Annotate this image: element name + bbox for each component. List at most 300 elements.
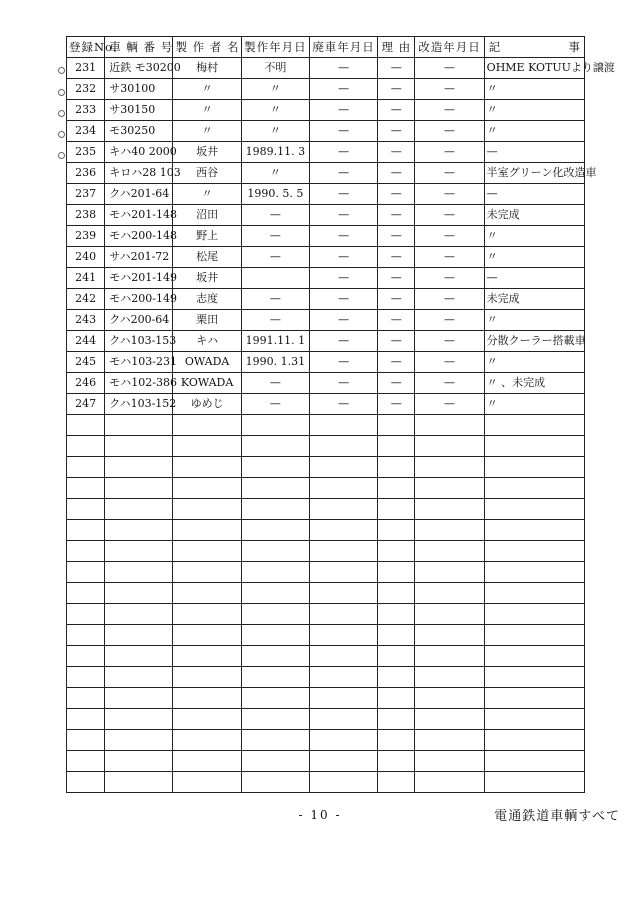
cell-maker: 沼田 <box>173 205 241 226</box>
empty-cell <box>105 667 173 688</box>
header-scrap-date: 廃車年月日 <box>309 37 377 58</box>
empty-cell <box>173 751 241 772</box>
empty-cell <box>105 646 173 667</box>
empty-cell <box>309 772 377 793</box>
empty-cell <box>105 751 173 772</box>
empty-table-row <box>67 646 585 667</box>
cell-reg-no: 238 <box>67 205 105 226</box>
empty-cell <box>105 520 173 541</box>
punch-mark <box>58 89 65 96</box>
cell-scrap-date: — <box>309 373 377 394</box>
empty-cell <box>415 478 484 499</box>
empty-cell <box>173 625 241 646</box>
empty-cell <box>241 499 309 520</box>
cell-reg-no: 239 <box>67 226 105 247</box>
cell-reason: — <box>378 331 415 352</box>
cell-vehicle-number: モ30250 <box>105 121 173 142</box>
empty-cell <box>415 604 484 625</box>
empty-cell <box>173 499 241 520</box>
empty-cell <box>415 751 484 772</box>
cell-vehicle-number: サ30100 <box>105 79 173 100</box>
cell-maker: 〃 <box>173 100 241 121</box>
empty-cell <box>67 772 105 793</box>
table-row <box>67 268 585 289</box>
empty-cell <box>378 583 415 604</box>
vehicle-register-table <box>66 36 615 793</box>
empty-table-row <box>67 520 585 541</box>
cell-mfg-date: 1989.11. 3 <box>241 142 309 163</box>
empty-table-row <box>67 415 585 436</box>
cell-reg-no: 236 <box>67 163 105 184</box>
empty-table-row <box>67 751 585 772</box>
cell-mfg-date: — <box>241 226 309 247</box>
cell-mod-date: — <box>415 394 484 415</box>
empty-cell <box>105 562 173 583</box>
empty-cell <box>378 541 415 562</box>
empty-cell <box>378 751 415 772</box>
empty-cell <box>378 562 415 583</box>
empty-cell <box>484 520 584 541</box>
empty-cell <box>67 730 105 751</box>
cell-maker: 栗田 <box>173 310 241 331</box>
empty-cell <box>67 541 105 562</box>
empty-table-row <box>67 541 585 562</box>
cell-remarks: 〃 、未完成 <box>484 373 584 394</box>
empty-cell <box>378 604 415 625</box>
empty-cell <box>241 730 309 751</box>
cell-reason: — <box>378 289 415 310</box>
empty-cell <box>173 709 241 730</box>
empty-cell <box>309 562 377 583</box>
cell-remarks: 〃 <box>484 100 584 121</box>
cell-mod-date: — <box>415 247 484 268</box>
cell-mfg-date: 不明 <box>241 58 309 79</box>
cell-maker: ゆめじ <box>173 394 241 415</box>
cell-scrap-date: — <box>309 247 377 268</box>
cell-scrap-date: — <box>309 79 377 100</box>
empty-cell <box>484 730 584 751</box>
cell-mfg-date: 1990. 5. 5 <box>241 184 309 205</box>
empty-cell <box>67 583 105 604</box>
empty-cell <box>309 667 377 688</box>
empty-cell <box>241 772 309 793</box>
cell-reason: — <box>378 163 415 184</box>
empty-cell <box>241 667 309 688</box>
empty-cell <box>241 415 309 436</box>
cell-remarks: 未完成 <box>484 289 584 310</box>
empty-cell <box>241 751 309 772</box>
empty-cell <box>415 436 484 457</box>
cell-vehicle-number: クハ103-152 <box>105 394 173 415</box>
cell-mfg-date: — <box>241 394 309 415</box>
empty-table-row <box>67 457 585 478</box>
cell-mod-date: — <box>415 142 484 163</box>
cell-vehicle-number: キハ40 2000 <box>105 142 173 163</box>
cell-maker: 松尾 <box>173 247 241 268</box>
empty-cell <box>105 457 173 478</box>
empty-cell <box>241 709 309 730</box>
cell-remarks: — <box>484 184 584 205</box>
cell-remarks: 〃 <box>484 226 584 247</box>
empty-cell <box>378 499 415 520</box>
cell-reason: — <box>378 142 415 163</box>
empty-cell <box>309 646 377 667</box>
empty-cell <box>173 436 241 457</box>
cell-reg-no: 233 <box>67 100 105 121</box>
cell-remarks: 〃 <box>484 79 584 100</box>
cell-reason: — <box>378 184 415 205</box>
empty-cell <box>484 688 584 709</box>
table-row <box>67 142 585 163</box>
empty-cell <box>67 562 105 583</box>
empty-cell <box>67 478 105 499</box>
cell-vehicle-number: モハ103-231 <box>105 352 173 373</box>
cell-vehicle-number: サハ201-72 <box>105 247 173 268</box>
empty-cell <box>173 541 241 562</box>
table-body <box>67 58 615 793</box>
cell-maker: 野上 <box>173 226 241 247</box>
cell-scrap-date: — <box>309 121 377 142</box>
scan-artifact <box>250 0 390 6</box>
empty-cell <box>173 562 241 583</box>
cell-mod-date: — <box>415 352 484 373</box>
empty-cell <box>415 499 484 520</box>
empty-cell <box>415 667 484 688</box>
cell-reg-no: 244 <box>67 331 105 352</box>
empty-cell <box>484 541 584 562</box>
cell-reason: — <box>378 79 415 100</box>
cell-mfg-date <box>241 268 309 289</box>
header-remarks-right: 事 <box>568 40 580 54</box>
empty-cell <box>173 604 241 625</box>
empty-table-row <box>67 730 585 751</box>
punch-mark <box>58 110 65 117</box>
cell-mod-date: — <box>415 79 484 100</box>
empty-cell <box>378 772 415 793</box>
table-row <box>67 79 585 100</box>
cell-scrap-date: — <box>309 142 377 163</box>
cell-maker: KOWADA <box>173 373 241 394</box>
empty-cell <box>67 646 105 667</box>
empty-table-row <box>67 667 585 688</box>
table-row <box>67 58 585 79</box>
empty-cell <box>378 415 415 436</box>
cell-maker: 〃 <box>173 184 241 205</box>
empty-cell <box>173 772 241 793</box>
cell-reg-no: 237 <box>67 184 105 205</box>
empty-cell <box>309 436 377 457</box>
empty-cell <box>241 436 309 457</box>
empty-cell <box>173 730 241 751</box>
empty-cell <box>415 541 484 562</box>
cell-remarks: — <box>484 268 584 289</box>
empty-cell <box>67 457 105 478</box>
empty-cell <box>241 688 309 709</box>
cell-mod-date: — <box>415 268 484 289</box>
cell-reg-no: 245 <box>67 352 105 373</box>
empty-cell <box>173 667 241 688</box>
table-row <box>67 121 585 142</box>
cell-remarks: 〃 <box>484 352 584 373</box>
cell-reason: — <box>378 352 415 373</box>
cell-scrap-date: — <box>309 163 377 184</box>
cell-remarks: 〃 <box>484 394 584 415</box>
empty-cell <box>415 730 484 751</box>
cell-remarks: 〃 <box>484 247 584 268</box>
cell-mfg-date: 〃 <box>241 121 309 142</box>
empty-cell <box>241 604 309 625</box>
header-remarks-left: 記 <box>488 40 501 54</box>
cell-mod-date: — <box>415 121 484 142</box>
header-mod-date: 改造年月日 <box>415 37 484 58</box>
empty-cell <box>309 730 377 751</box>
cell-maker: 坂井 <box>173 268 241 289</box>
empty-table-row <box>67 709 585 730</box>
cell-mod-date: — <box>415 58 484 79</box>
cell-mfg-date: — <box>241 289 309 310</box>
punch-mark <box>58 152 65 159</box>
cell-mod-date: — <box>415 100 484 121</box>
table-row <box>67 247 585 268</box>
table-row <box>67 373 585 394</box>
cell-vehicle-number: モハ200-149 <box>105 289 173 310</box>
empty-cell <box>105 415 173 436</box>
table-row <box>67 394 585 415</box>
cell-remarks: — <box>484 142 584 163</box>
cell-mfg-date: — <box>241 373 309 394</box>
cell-scrap-date: — <box>309 226 377 247</box>
empty-cell <box>309 625 377 646</box>
cell-scrap-date: — <box>309 310 377 331</box>
cell-reg-no: 235 <box>67 142 105 163</box>
table-row <box>67 163 585 184</box>
empty-cell <box>105 478 173 499</box>
cell-vehicle-number: モハ200-148 <box>105 226 173 247</box>
cell-reg-no: 246 <box>67 373 105 394</box>
cell-mfg-date: 〃 <box>241 100 309 121</box>
header-maker: 製 作 者 名 <box>173 37 241 58</box>
empty-cell <box>67 604 105 625</box>
cell-mod-date: — <box>415 310 484 331</box>
cell-mod-date: — <box>415 331 484 352</box>
empty-cell <box>173 457 241 478</box>
empty-cell <box>241 583 309 604</box>
empty-cell <box>173 688 241 709</box>
empty-cell <box>67 436 105 457</box>
cell-scrap-date: — <box>309 100 377 121</box>
header-reason: 理 由 <box>378 37 415 58</box>
empty-cell <box>415 415 484 436</box>
empty-cell <box>378 709 415 730</box>
cell-remarks: 未完成 <box>484 205 584 226</box>
empty-cell <box>309 478 377 499</box>
table-row <box>67 184 585 205</box>
empty-cell <box>67 415 105 436</box>
cell-maker: 志度 <box>173 289 241 310</box>
empty-cell <box>173 583 241 604</box>
empty-cell <box>105 604 173 625</box>
cell-vehicle-number: サ30150 <box>105 100 173 121</box>
cell-remarks: 〃 <box>484 121 584 142</box>
header-mfg-date: 製作年月日 <box>241 37 309 58</box>
cell-remarks: OHME KOTUUより譲渡 <box>484 58 584 79</box>
table-row <box>67 310 585 331</box>
cell-reg-no: 231 <box>67 58 105 79</box>
cell-maker: 〃 <box>173 79 241 100</box>
cell-vehicle-number: モハ201-149 <box>105 268 173 289</box>
table-row <box>67 205 585 226</box>
empty-cell <box>415 709 484 730</box>
empty-cell <box>105 499 173 520</box>
empty-cell <box>378 520 415 541</box>
cell-mod-date: — <box>415 163 484 184</box>
cell-maker: 〃 <box>173 121 241 142</box>
empty-cell <box>415 520 484 541</box>
empty-cell <box>484 562 584 583</box>
empty-cell <box>484 478 584 499</box>
empty-cell <box>67 751 105 772</box>
cell-mod-date: — <box>415 289 484 310</box>
empty-cell <box>484 583 584 604</box>
cell-reason: — <box>378 268 415 289</box>
cell-reg-no: 232 <box>67 79 105 100</box>
empty-cell <box>67 709 105 730</box>
empty-cell <box>173 646 241 667</box>
cell-mfg-date: — <box>241 310 309 331</box>
cell-scrap-date: — <box>309 268 377 289</box>
empty-cell <box>309 520 377 541</box>
empty-cell <box>309 541 377 562</box>
table-row <box>67 226 585 247</box>
empty-cell <box>105 772 173 793</box>
cell-mfg-date: 〃 <box>241 79 309 100</box>
punch-mark <box>58 131 65 138</box>
table-row <box>67 331 585 352</box>
empty-cell <box>484 436 584 457</box>
cell-scrap-date: — <box>309 184 377 205</box>
cell-vehicle-number: 近鉄 モ30200 <box>105 58 173 79</box>
empty-cell <box>415 562 484 583</box>
empty-cell <box>309 688 377 709</box>
cell-mfg-date: — <box>241 205 309 226</box>
cell-maker: キハ <box>173 331 241 352</box>
page-number: - 10 - <box>298 808 342 822</box>
table-row <box>67 289 585 310</box>
cell-reg-no: 234 <box>67 121 105 142</box>
cell-mod-date: — <box>415 184 484 205</box>
empty-cell <box>309 457 377 478</box>
empty-table-row <box>67 436 585 457</box>
cell-scrap-date: — <box>309 352 377 373</box>
cell-vehicle-number: クハ103-153 <box>105 331 173 352</box>
header-remarks <box>484 37 584 58</box>
cell-maker: 坂井 <box>173 142 241 163</box>
empty-cell <box>309 415 377 436</box>
empty-cell <box>484 415 584 436</box>
empty-cell <box>378 625 415 646</box>
empty-cell <box>309 583 377 604</box>
empty-cell <box>173 415 241 436</box>
cell-vehicle-number: キロハ28 103 <box>105 163 173 184</box>
cell-scrap-date: — <box>309 205 377 226</box>
cell-mfg-date: 〃 <box>241 163 309 184</box>
empty-cell <box>415 646 484 667</box>
cell-reason: — <box>378 58 415 79</box>
empty-cell <box>105 436 173 457</box>
empty-cell <box>105 688 173 709</box>
cell-vehicle-number: モハ201-148 <box>105 205 173 226</box>
empty-cell <box>67 499 105 520</box>
empty-cell <box>241 478 309 499</box>
empty-table-row <box>67 583 585 604</box>
empty-cell <box>378 667 415 688</box>
cell-mfg-date: 1990. 1.31 <box>241 352 309 373</box>
cell-maker: OWADA <box>173 352 241 373</box>
cell-vehicle-number: クハ201-64 <box>105 184 173 205</box>
cell-mod-date: — <box>415 205 484 226</box>
empty-cell <box>378 478 415 499</box>
empty-cell <box>241 625 309 646</box>
empty-cell <box>173 520 241 541</box>
cell-scrap-date: — <box>309 289 377 310</box>
cell-reason: — <box>378 247 415 268</box>
table-header-row <box>67 37 585 58</box>
empty-cell <box>484 772 584 793</box>
header-vehicle-number: 車 輌 番 号 <box>105 37 173 58</box>
empty-cell <box>415 772 484 793</box>
empty-cell <box>241 457 309 478</box>
cell-reason: — <box>378 310 415 331</box>
empty-cell <box>415 625 484 646</box>
cell-reason: — <box>378 205 415 226</box>
empty-cell <box>105 730 173 751</box>
table-row <box>67 352 585 373</box>
empty-cell <box>484 457 584 478</box>
header-reg-no: 登録No. <box>67 37 105 58</box>
cell-scrap-date: — <box>309 394 377 415</box>
empty-table-row <box>67 625 585 646</box>
cell-mfg-date: 1991.11. 1 <box>241 331 309 352</box>
cell-reg-no: 241 <box>67 268 105 289</box>
cell-mod-date: — <box>415 226 484 247</box>
empty-cell <box>105 541 173 562</box>
empty-cell <box>378 436 415 457</box>
cell-reason: — <box>378 226 415 247</box>
cell-reg-no: 243 <box>67 310 105 331</box>
cell-reason: — <box>378 373 415 394</box>
cell-scrap-date: — <box>309 58 377 79</box>
empty-cell <box>378 730 415 751</box>
empty-cell <box>415 688 484 709</box>
empty-cell <box>378 457 415 478</box>
empty-table-row <box>67 499 585 520</box>
empty-cell <box>484 751 584 772</box>
cell-remarks: 〃 <box>484 310 584 331</box>
cell-reg-no: 240 <box>67 247 105 268</box>
table-row <box>67 100 585 121</box>
empty-cell <box>105 709 173 730</box>
cell-vehicle-number: モハ102-386 <box>105 373 173 394</box>
empty-table-row <box>67 688 585 709</box>
empty-cell <box>309 709 377 730</box>
empty-cell <box>484 604 584 625</box>
empty-cell <box>309 604 377 625</box>
empty-cell <box>378 646 415 667</box>
empty-cell <box>67 625 105 646</box>
empty-table-row <box>67 478 585 499</box>
cell-remarks: 半室グリーン化改造車 <box>484 163 584 184</box>
empty-cell <box>241 562 309 583</box>
